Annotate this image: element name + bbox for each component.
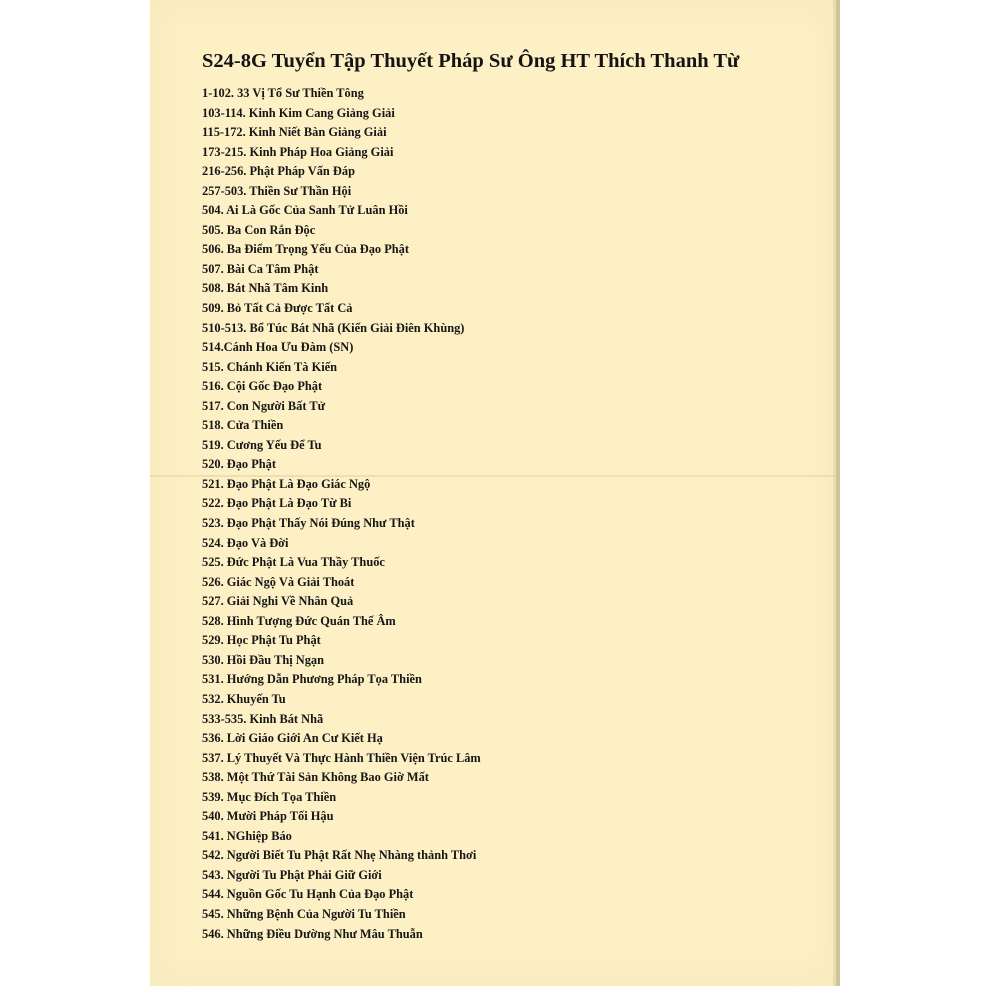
list-item: 519. Cương Yếu Để Tu xyxy=(202,437,322,452)
list-item: 529. Học Phật Tu Phật xyxy=(202,633,321,648)
list-item: 509. Bỏ Tất Cả Được Tất Cả xyxy=(202,301,353,316)
list-item: 504. Ai Là Gốc Của Sanh Tử Luân Hồi xyxy=(202,203,408,218)
list-item: 518. Cửa Thiền xyxy=(202,418,284,433)
list-item: 526. Giác Ngộ Và Giải Thoát xyxy=(202,574,355,589)
list-item: 538. Một Thứ Tài Sản Không Bao Giờ Mất xyxy=(202,770,429,785)
entry-list xyxy=(202,84,481,944)
list-item: 536. Lời Giáo Giới An Cư Kiết Hạ xyxy=(202,731,383,746)
list-item: 523. Đạo Phật Thấy Nói Đúng Như Thật xyxy=(202,516,415,531)
list-item: 533-535. Kinh Bát Nhã xyxy=(202,711,324,726)
list-item: 507. Bài Ca Tâm Phật xyxy=(202,261,319,276)
list-item: 515. Chánh Kiến Tà Kiến xyxy=(202,359,338,374)
list-item: 532. Khuyến Tu xyxy=(202,691,286,706)
list-item: 545. Những Bệnh Của Người Tu Thiền xyxy=(202,906,406,921)
list-item: 527. Giải Nghi Về Nhân Quả xyxy=(202,594,354,609)
list-item: 521. Đạo Phật Là Đạo Giác Ngộ xyxy=(202,476,371,491)
list-item: 514.Cánh Hoa Ưu Đàm (SN) xyxy=(202,340,354,355)
list-item: 257-503. Thiền Sư Thần Hội xyxy=(202,183,352,198)
paper-edge xyxy=(836,0,840,986)
list-item: 530. Hồi Đầu Thị Ngạn xyxy=(202,652,324,667)
list-item: 528. Hình Tượng Đức Quán Thế Âm xyxy=(202,613,396,628)
list-item: 216-256. Phật Pháp Vấn Đáp xyxy=(202,164,355,179)
list-item: 520. Đạo Phật xyxy=(202,457,276,472)
list-item: 103-114. Kinh Kim Cang Giảng Giải xyxy=(202,105,395,120)
list-item: 540. Mười Pháp Tối Hậu xyxy=(202,809,334,824)
list-item: 541. NGhiệp Báo xyxy=(202,828,292,843)
list-item: 539. Mục Đích Tọa Thiền xyxy=(202,789,337,804)
document-title: S24-8G Tuyển Tập Thuyết Pháp Sư Ông HT Thích Thanh Từ xyxy=(202,50,740,72)
list-item: 543. Người Tu Phật Phải Giữ Giới xyxy=(202,867,382,882)
list-item: 1-102. 33 Vị Tổ Sư Thiền Tông xyxy=(202,86,364,100)
list-item: 542. Người Biết Tu Phật Rất Nhẹ Nhàng thảnh Thơi xyxy=(202,848,477,863)
list-item: 508. Bát Nhã Tâm Kinh xyxy=(202,281,329,296)
list-item: 510-513. Bổ Túc Bát Nhã (Kiến Giải Điên Khùng) xyxy=(202,320,465,335)
list-item: 524. Đạo Và Đời xyxy=(202,535,289,550)
list-item: 506. Ba Điểm Trọng Yếu Của Đạo Phật xyxy=(202,242,409,257)
list-item: 531. Hướng Dẫn Phương Pháp Tọa Thiền xyxy=(202,672,422,687)
list-item: 173-215. Kinh Pháp Hoa Giảng Giải xyxy=(202,144,394,159)
list-item: 516. Cội Gốc Đạo Phật xyxy=(202,379,323,394)
list-item: 505. Ba Con Rắn Độc xyxy=(202,222,316,237)
list-item: 537. Lý Thuyết Và Thực Hành Thiền Viện Trúc Lâm xyxy=(202,750,481,765)
list-item: 546. Những Điều Dường Như Mâu Thuẫn xyxy=(202,926,423,941)
list-item: 522. Đạo Phật Là Đạo Từ Bi xyxy=(202,496,352,511)
list-item: 544. Nguồn Gốc Tu Hạnh Của Đạo Phật xyxy=(202,887,414,902)
list-item: 115-172. Kinh Niết Bàn Giảng Giải xyxy=(202,125,387,140)
list-item: 517. Con Người Bất Tử xyxy=(202,398,326,413)
list-item: 525. Đức Phật Là Vua Thầy Thuốc xyxy=(202,555,385,570)
